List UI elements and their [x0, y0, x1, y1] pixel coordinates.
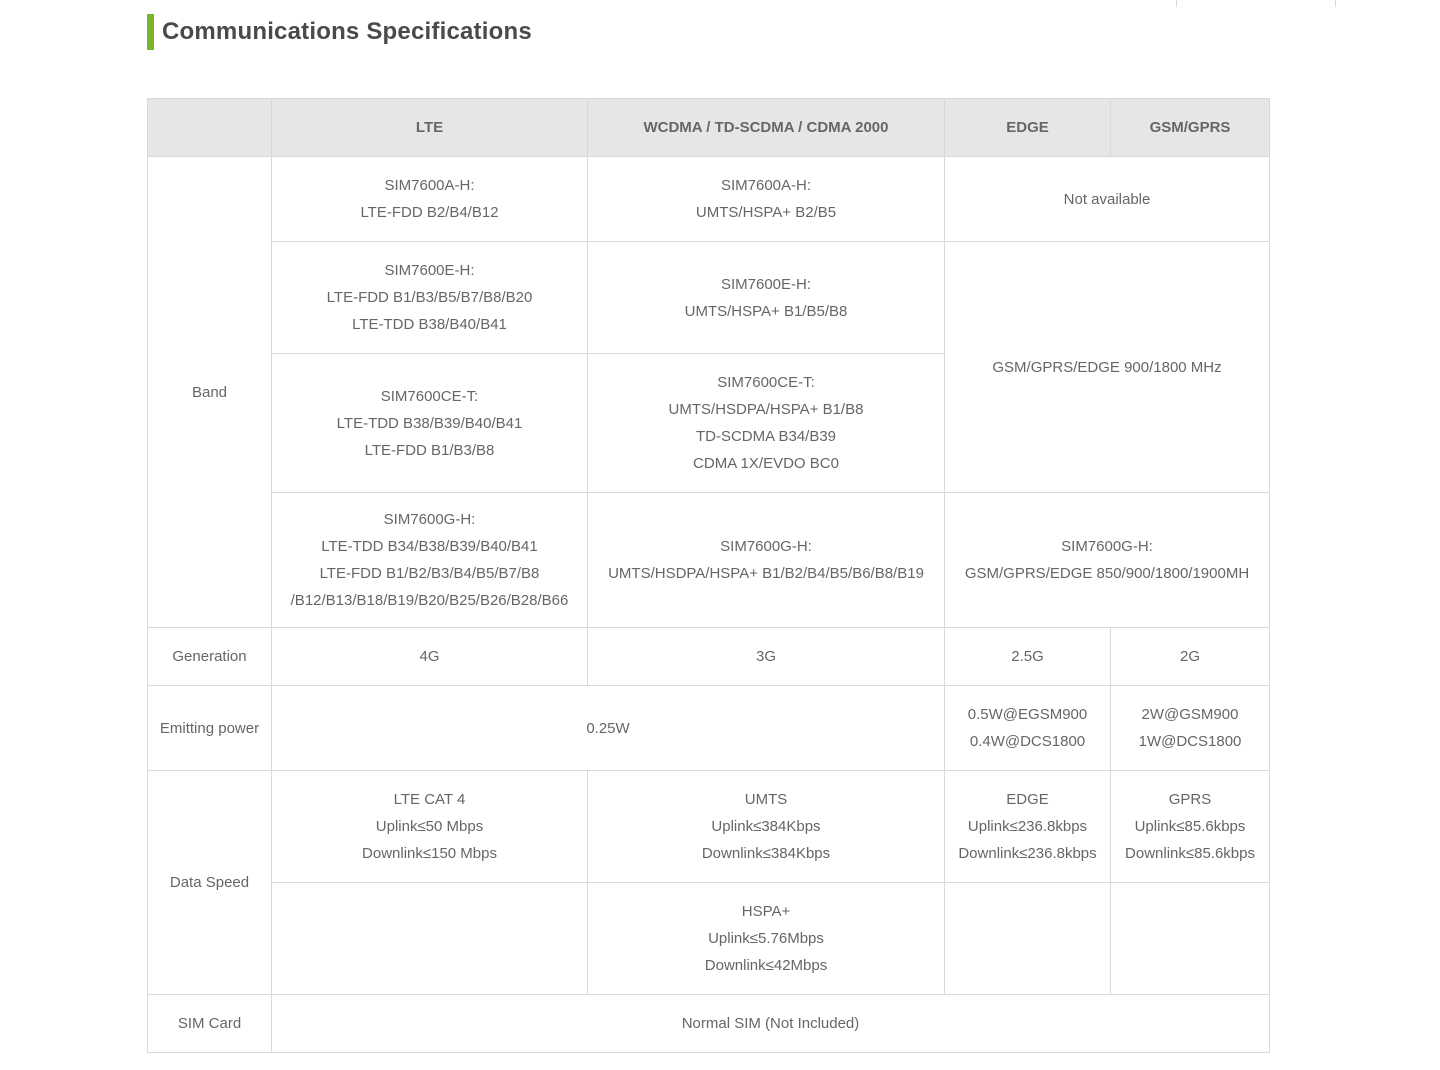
- cell-line: LTE-FDD B1/B3/B8: [364, 441, 495, 459]
- cell-line: CDMA 1X/EVDO BC0: [693, 455, 839, 472]
- cell-sim7600a-lte: [272, 157, 588, 242]
- cell-line: Downlink≤150 Mbps: [362, 845, 497, 862]
- cell-generation-wcdma: 3G: [588, 628, 945, 686]
- cell-line: Downlink≤42Mbps: [704, 957, 828, 974]
- header-wcdma: WCDMA / TD-SCDMA / CDMA 2000: [588, 99, 945, 157]
- table-row: [148, 686, 1270, 771]
- cell-line: LTE-TDD B38/B39/B40/B41: [336, 414, 523, 432]
- cell-line: UMTS/HSDPA/HSPA+ B1/B2/B4/B5/B6/B8/B19: [608, 565, 924, 582]
- cell-generation-lte: 4G: [272, 628, 588, 686]
- cell-line: LTE-FDD B2/B4/B12: [360, 204, 499, 221]
- cell-line: SIM7600G-H:: [720, 538, 812, 555]
- top-edge-rules: [0, 0, 1440, 8]
- cell-sim7600e-wcdma: [588, 242, 945, 354]
- cell-sim-card-value: Normal SIM (Not Included): [272, 995, 1270, 1053]
- cell-speed-hspa: [588, 883, 945, 995]
- cell-line: Uplink≤85.6kbps: [1134, 818, 1246, 835]
- cell-line: LTE-TDD B34/B38/B39/B40/B41: [321, 538, 538, 555]
- row-label-data-speed: Data Speed: [148, 771, 272, 995]
- cell-line: TD-SCDMA B34/B39: [695, 428, 837, 445]
- cell-line: LTE-FDD B1/B2/B3/B4/B5/B7/B8: [319, 565, 540, 582]
- cell-line: LTE CAT 4: [393, 791, 466, 808]
- cell-line: 0.5W@EGSM900: [967, 706, 1088, 723]
- table-row: [148, 995, 1270, 1053]
- cell-line: SIM7600CE-T:: [717, 374, 815, 391]
- spec-table: [147, 98, 1270, 1053]
- cell-line: SIM7600CE-T:: [380, 387, 479, 405]
- cell-sim7600e-ce-edge-gsm: GSM/GPRS/EDGE 900/1800 MHz: [945, 242, 1270, 493]
- header-edge: EDGE: [945, 99, 1111, 157]
- cell-speed-lte-empty: [272, 883, 588, 995]
- cell-sim7600g-wcdma: [588, 493, 945, 628]
- cell-line: GSM/GPRS/EDGE 850/900/1800/1900MH: [964, 565, 1250, 582]
- header-corner: [148, 99, 272, 157]
- cell-line: Downlink≤384Kbps: [701, 845, 831, 862]
- table-row: [148, 771, 1270, 883]
- cell-line: /B12/B13/B18/B19/B20/B25/B26/B28/B66: [290, 592, 569, 609]
- cell-line: Downlink≤85.6kbps: [1125, 845, 1255, 862]
- cell-line: Uplink≤384Kbps: [711, 818, 821, 835]
- cell-power-gsm: [1111, 686, 1270, 771]
- cell-line: LTE-TDD B38/B40/B41: [352, 316, 507, 333]
- section-header: [147, 14, 532, 50]
- cell-speed-gprs-empty: [1111, 883, 1270, 995]
- cell-speed-gprs: [1111, 771, 1270, 883]
- cell-line: SIM7600A-H:: [720, 177, 812, 194]
- table-row: [148, 242, 1270, 354]
- cell-line: SIM7600E-H:: [720, 275, 812, 293]
- cell-speed-lte: [272, 771, 588, 883]
- cell-line: SIM7600A-H:: [384, 177, 475, 194]
- divider: [1176, 0, 1177, 7]
- cell-line: GPRS: [1168, 791, 1212, 808]
- cell-line: UMTS/HSPA+ B2/B5: [695, 204, 837, 221]
- cell-line: UMTS: [744, 791, 788, 808]
- table-header-row: [148, 99, 1270, 157]
- cell-sim7600ce-wcdma: [588, 354, 945, 493]
- table-row: [148, 628, 1270, 686]
- row-label-emitting-power: Emitting power: [148, 686, 272, 771]
- cell-line: Uplink≤50 Mbps: [375, 818, 484, 835]
- cell-line: 1W@DCS1800: [1138, 733, 1242, 750]
- table-row: [148, 493, 1270, 628]
- cell-line: UMTS/HSDPA/HSPA+ B1/B8: [668, 401, 864, 418]
- cell-sim7600g-edge-gsm: [945, 493, 1270, 628]
- table-row: [148, 157, 1270, 242]
- cell-sim7600ce-lte: [272, 354, 588, 493]
- cell-line: Downlink≤236.8kbps: [958, 845, 1097, 862]
- cell-sim7600g-lte: [272, 493, 588, 628]
- cell-line: UMTS/HSPA+ B1/B5/B8: [684, 302, 848, 320]
- cell-line: LTE-FDD B1/B3/B5/B7/B8/B20: [326, 289, 533, 306]
- section-title: Communications Specifications: [162, 18, 532, 45]
- row-label-band: Band: [148, 157, 272, 628]
- cell-line: 0.4W@DCS1800: [969, 733, 1086, 750]
- row-label-sim-card: SIM Card: [148, 995, 272, 1053]
- cell-generation-edge: 2.5G: [945, 628, 1111, 686]
- cell-line: EDGE: [1006, 791, 1049, 808]
- cell-line: SIM7600G-H:: [1061, 538, 1153, 555]
- cell-speed-umts: [588, 771, 945, 883]
- cell-sim7600a-edge-gsm: Not available: [945, 157, 1270, 242]
- header-gsm-gprs: GSM/GPRS: [1111, 99, 1270, 157]
- cell-speed-edge: [945, 771, 1111, 883]
- cell-line: HSPA+: [741, 903, 791, 920]
- cell-line: Uplink≤5.76Mbps: [708, 930, 824, 947]
- table-row: [148, 883, 1270, 995]
- cell-line: Uplink≤236.8kbps: [967, 818, 1088, 835]
- divider: [1335, 0, 1336, 7]
- cell-line: SIM7600E-H:: [384, 262, 475, 279]
- cell-line: SIM7600G-H:: [383, 511, 476, 528]
- cell-sim7600e-lte: [272, 242, 588, 354]
- cell-line: 2W@GSM900: [1141, 706, 1239, 723]
- header-lte: LTE: [272, 99, 588, 157]
- cell-power-edge: [945, 686, 1111, 771]
- cell-speed-edge-empty: [945, 883, 1111, 995]
- accent-bar: [147, 14, 154, 50]
- cell-power-lte-wcdma: 0.25W: [272, 686, 945, 771]
- cell-sim7600a-wcdma: [588, 157, 945, 242]
- cell-generation-gsm: 2G: [1111, 628, 1270, 686]
- row-label-generation: Generation: [148, 628, 272, 686]
